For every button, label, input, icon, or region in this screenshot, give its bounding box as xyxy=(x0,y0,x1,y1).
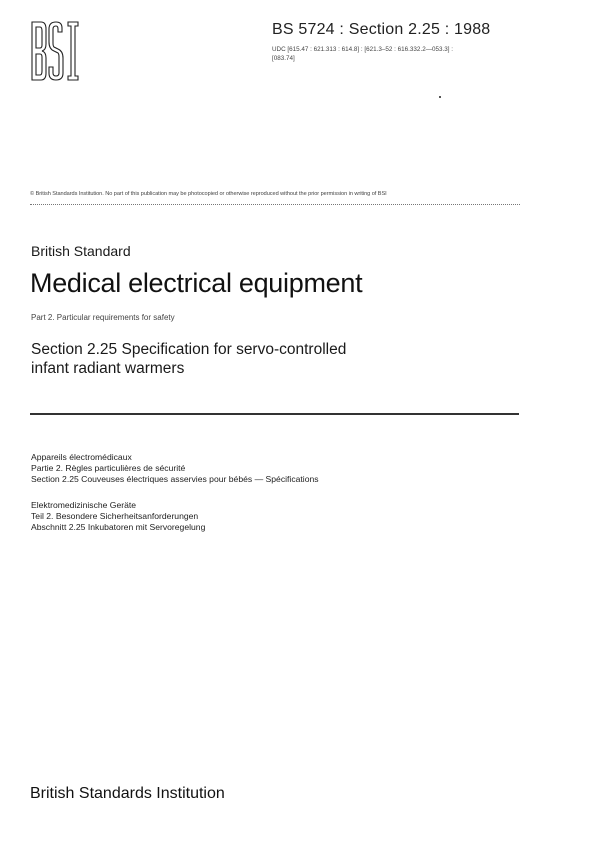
section-title-line: infant radiant warmers xyxy=(31,360,185,377)
french-title-line: Appareils électromédicaux xyxy=(31,452,132,462)
page-title: Medical electrical equipment xyxy=(30,268,363,298)
french-title-line: Section 2.25 Couveuses électriques asservies pour bébés — Spécifications xyxy=(31,474,319,485)
bsi-logo xyxy=(30,20,82,82)
german-title-block xyxy=(31,500,205,534)
udc-line: UDC [615.47 : 621.313 : 614.8] : [621.3–52 : 616.332.2—053.3] : xyxy=(272,46,453,53)
part-subtitle: Part 2. Particular requirements for safety xyxy=(31,313,175,322)
french-title-block xyxy=(31,452,319,486)
copyright-notice: © British Standards Institution. No part of this publication may be photocopied or otherwise reproduced without the prior permission in writing of BSI xyxy=(30,191,387,197)
french-title-line: Partie 2. Règles particulières de sécurité xyxy=(31,463,186,474)
standard-number: BS 5724 : Section 2.25 : 1988 xyxy=(272,21,491,38)
divider xyxy=(30,204,520,205)
print-speck xyxy=(439,96,441,98)
german-title-line: Teil 2. Besondere Sicherheitsanforderungen xyxy=(31,511,199,522)
section-title-line: Section 2.25 Specification for servo-controlled xyxy=(31,341,347,358)
section-title xyxy=(31,340,451,378)
udc-line: [083.74] xyxy=(272,54,295,62)
udc-classification xyxy=(272,46,532,63)
title-divider xyxy=(30,413,519,415)
german-title-line: Elektromedizinische Geräte xyxy=(31,500,137,510)
publisher-name: British Standards Institution xyxy=(30,785,225,802)
german-title-line: Abschnitt 2.25 Inkubatoren mit Servoregelung xyxy=(31,522,206,533)
series-label: British Standard xyxy=(31,243,131,259)
